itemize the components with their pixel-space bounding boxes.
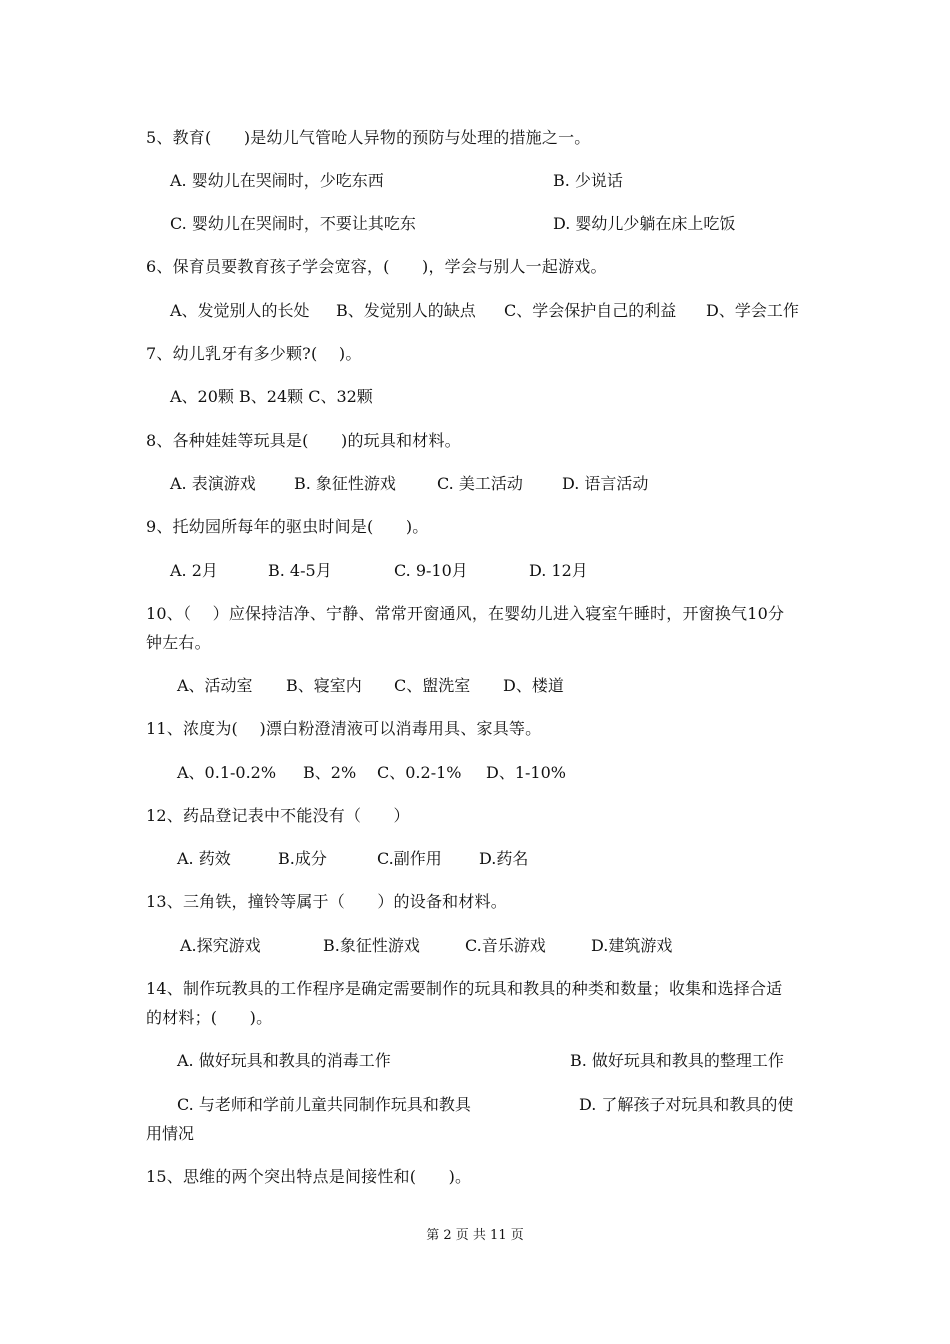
question-5-option-d: D. 婴幼儿少躺在床上吃饭 xyxy=(553,214,736,233)
page-number-footer: 第 2 页 共 11 页 xyxy=(426,1228,524,1243)
question-6-option-b: B、发觉别人的缺点 xyxy=(336,301,476,320)
question-15-stem: 15、思维的两个突出特点是间接性和( )。 xyxy=(146,1167,472,1186)
question-14-option-c: C. 与老师和学前儿童共同制作玩具和教具 xyxy=(177,1095,471,1114)
question-11-option-c: C、0.2-1% xyxy=(377,763,462,782)
question-7-options: A、20颗 B、24颗 C、32颗 xyxy=(170,387,373,406)
question-8-option-d: D. 语言活动 xyxy=(562,474,649,493)
question-8-option-a: A. 表演游戏 xyxy=(170,474,256,493)
question-13-stem: 13、三角铁，撞铃等属于（ ）的设备和材料。 xyxy=(146,892,507,911)
question-5-option-c: C. 婴幼儿在哭闹时，不要让其吃东 xyxy=(170,214,416,233)
question-13-option-d: D.建筑游戏 xyxy=(591,936,673,955)
question-13-option-a: A.探究游戏 xyxy=(180,936,261,955)
question-14-option-d: D. 了解孩子对玩具和教具的使 xyxy=(579,1095,794,1114)
question-12-option-a: A. 药效 xyxy=(177,849,231,868)
question-14-stem-line-2: 的材料；( )。 xyxy=(146,1008,273,1027)
question-12-stem: 12、药品登记表中不能没有（ ） xyxy=(146,806,410,825)
question-12-option-c: C.副作用 xyxy=(377,849,442,868)
question-13-option-b: B.象征性游戏 xyxy=(323,936,420,955)
question-14-option-b: B. 做好玩具和教具的整理工作 xyxy=(570,1051,784,1070)
question-10-option-a: A、活动室 xyxy=(177,676,253,695)
question-9-option-c: C. 9-10月 xyxy=(394,561,468,580)
question-5-option-a: A. 婴幼儿在哭闹时，少吃东西 xyxy=(170,171,384,190)
question-5-stem: 5、教育( )是幼儿气管呛人异物的预防与处理的措施之一。 xyxy=(146,128,591,147)
question-10-option-c: C、盥洗室 xyxy=(394,676,471,695)
question-11-option-d: D、1-10% xyxy=(486,763,566,782)
question-11-option-a: A、0.1-0.2% xyxy=(177,763,277,782)
question-10-stem-line-1: 10、（ ）应保持洁净、宁静、常常开窗通风，在婴幼儿进入寝室午睡时，开窗换气10分 xyxy=(146,604,785,623)
question-11-option-b: B、2% xyxy=(303,763,357,782)
question-8-option-b: B. 象征性游戏 xyxy=(294,474,396,493)
question-10-stem-line-2: 钟左右。 xyxy=(146,633,211,652)
question-13-option-c: C.音乐游戏 xyxy=(465,936,546,955)
question-9-option-d: D. 12月 xyxy=(529,561,588,580)
question-6-option-a: A、发觉别人的长处 xyxy=(170,301,310,320)
question-7-stem: 7、幼儿乳牙有多少颗?( )。 xyxy=(146,344,362,363)
question-6-option-c: C、学会保护自己的利益 xyxy=(504,301,677,320)
question-5-option-b: B. 少说话 xyxy=(553,171,623,190)
question-10-option-d: D、楼道 xyxy=(503,676,564,695)
question-12-option-b: B.成分 xyxy=(278,849,327,868)
question-9-option-a: A. 2月 xyxy=(170,561,218,580)
question-11-stem: 11、浓度为( )漂白粉澄清液可以消毒用具、家具等。 xyxy=(146,719,542,738)
question-8-option-c: C. 美工活动 xyxy=(437,474,523,493)
question-6-stem: 6、保育员要教育孩子学会宽容，( )，学会与别人一起游戏。 xyxy=(146,257,607,276)
question-12-option-d: D.药名 xyxy=(479,849,529,868)
question-14-option-a: A. 做好玩具和教具的消毒工作 xyxy=(177,1051,391,1070)
question-8-stem: 8、各种娃娃等玩具是( )的玩具和材料。 xyxy=(146,431,461,450)
question-9-option-b: B. 4-5月 xyxy=(268,561,332,580)
question-14-stem-line-1: 14、制作玩教具的工作程序是确定需要制作的玩具和教具的种类和数量；收集和选择合适 xyxy=(146,979,783,998)
question-6-option-d: D、学会工作 xyxy=(706,301,799,320)
question-9-stem: 9、托幼园所每年的驱虫时间是( )。 xyxy=(146,517,429,536)
question-14-option-d-continued: 用情况 xyxy=(146,1124,195,1143)
question-10-option-b: B、寝室内 xyxy=(286,676,362,695)
